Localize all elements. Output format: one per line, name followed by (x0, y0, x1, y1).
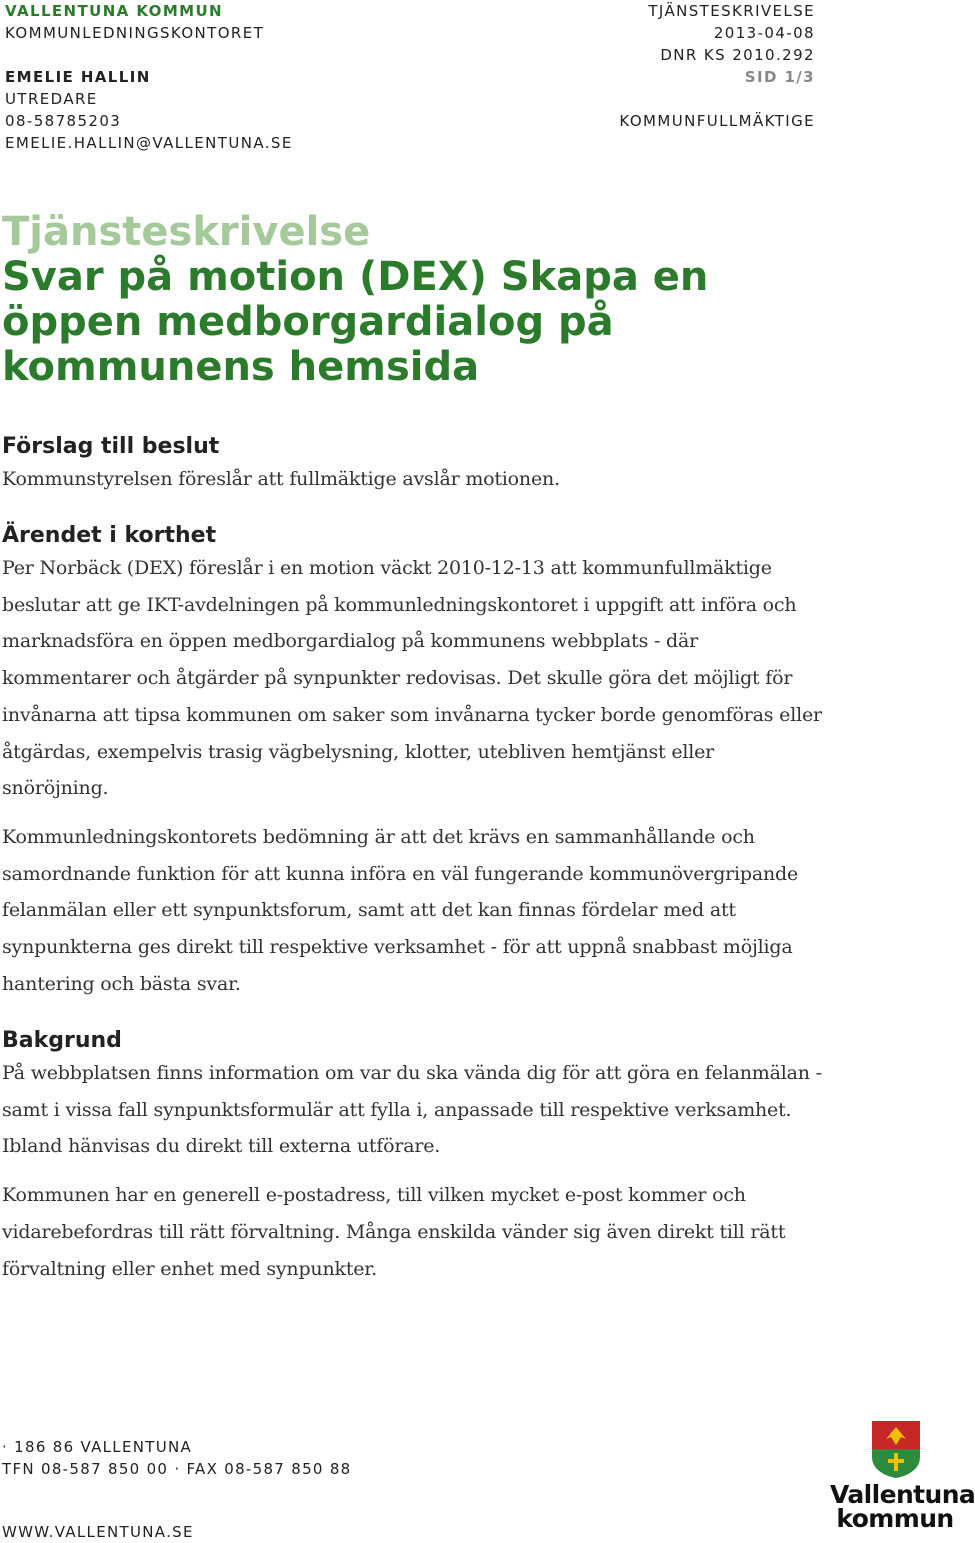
department-name: KOMMUNLEDNINGSKONTORET (5, 24, 265, 42)
paragraph-forslag: Kommunstyrelsen föreslår att fullmäktige avslår motionen. (2, 468, 560, 490)
section-forslag (2, 433, 822, 498)
logo-wordmark-line2: kommun (836, 1504, 954, 1533)
author-name: EMELIE HALLIN (5, 68, 151, 86)
author-email: EMELIE.HALLIN@VALLENTUNA.SE (5, 134, 293, 152)
paragraph-arendet-1: Per Norbäck (DEX) föreslår i en motion väckt 2010-12-13 att kommunfullmäktige beslutar att ge IKT-avdelningen på kommunledningskontoret i uppgift att införa och marknadsföra en öppen medborgardialog på kommunens webbplats - där kommentarer och åtgärder på synpunkter redovisas. Det skulle göra det möjligt för invånarna att tipsa kommunen om saker som invånarna tycker borde genomföras eller åtgärdas, exempelvis trasig vägbelysning, klotter, utebliven hemtjänst eller snöröjning. (2, 557, 822, 800)
org-name: VALLENTUNA KOMMUN (5, 2, 224, 20)
footer-website[interactable]: WWW.VALLENTUNA.SE (2, 1523, 194, 1541)
document-title: Svar på motion (DEX) Skapa en öppen medborgardialog på kommunens hemsida (2, 254, 709, 390)
header-document-meta (619, 0, 815, 132)
coat-of-arms-icon (868, 1419, 924, 1479)
section-bakgrund (2, 1027, 822, 1287)
footer-address: · 186 86 VALLENTUNA (2, 1438, 193, 1456)
document-type: TJÄNSTESKRIVELSE (648, 2, 815, 20)
title-block (2, 210, 942, 390)
footer-phone-fax: TFN 08-587 850 00 · FAX 08-587 850 88 (2, 1460, 352, 1478)
paragraph-bakgrund-1: På webbplatsen finns information om var du ska vända dig för att göra en felanmälan - samt i vissa fall synpunktsformulär att fylla i, anpassade till respektive verksamhet. Ibland hänvisas du direkt till externa utförare. (2, 1062, 822, 1158)
footer-contact (2, 1436, 352, 1480)
author-role: UTREDARE (5, 90, 98, 108)
logo-wordmark-line1: Vallentuna (830, 1480, 975, 1509)
page-indicator: SID 1/3 (744, 68, 815, 86)
recipient: KOMMUNFULLMÄKTIGE (619, 112, 815, 130)
document-dnr: DNR KS 2010.292 (660, 46, 815, 64)
section-heading-forslag: Förslag till beslut (2, 434, 220, 459)
document-date: 2013-04-08 (713, 24, 815, 42)
section-arendet (2, 522, 822, 1002)
author-phone: 08-58785203 (5, 112, 122, 130)
paragraph-arendet-2: Kommunledningskontorets bedömning är att det krävs en sammanhållande och samordnande funktion för att kunna införa en väl fungerande kommunövergripande felanmälan eller ett synpunktsforum, samt att det kan finnas fördelar med att synpunkterna ges direkt till respektive verksamhet - för att uppnå snabbast möjliga hantering och bästa svar. (2, 825, 799, 995)
paragraph-bakgrund-2: Kommunen har en generell e-postadress, till vilken mycket e-post kommer och vidarebefordras till rätt förvaltning. Många enskilda vänder sig även direkt till rätt förvaltning eller enhet med synpunkter. (2, 1184, 786, 1280)
header-sender-block (5, 0, 293, 154)
section-heading-arendet: Ärendet i korthet (2, 523, 217, 548)
document-title-type: Tjänsteskrivelse (2, 209, 371, 255)
vallentuna-logo (830, 1419, 975, 1539)
section-heading-bakgrund: Bakgrund (2, 1028, 122, 1053)
